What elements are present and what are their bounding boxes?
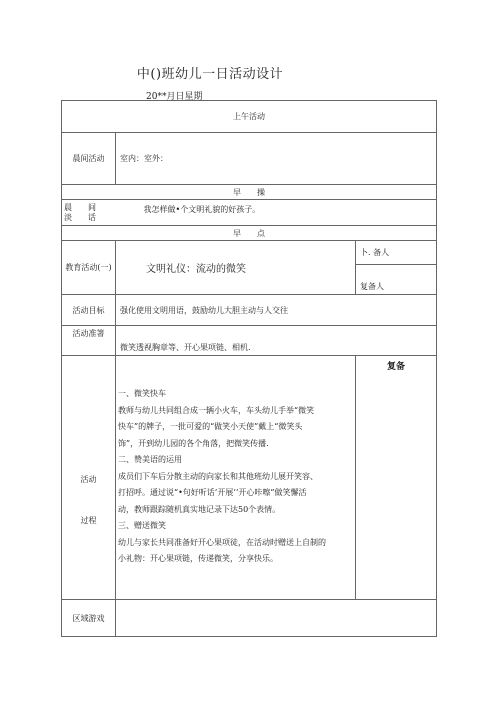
row-breakfast (62, 226, 437, 241)
review-person-label: 复备人 (356, 265, 437, 295)
row-goal (62, 295, 437, 326)
goal-content: 强化使用文明用语，鼓励幼儿大胆主动与人交往 (116, 295, 437, 326)
morning-activity-content: 室内：室外： (116, 133, 437, 185)
process-line: 幼儿与家长共同准备好开心果项徒，在活动时赠送上自制的 (118, 537, 326, 547)
process-line: 三、赠送微笑 (118, 521, 166, 530)
prep-label: 活动准箸 (62, 326, 116, 356)
review-heading: 复备 (356, 356, 437, 600)
row-education-prep (62, 241, 437, 265)
process-line: 快车”的牌子，一批可爱的“做笑小天使”戴上“微笑头 (118, 422, 303, 431)
process-line: 饰”，开到幼儿园的各个角落，把微笑传播. (118, 438, 269, 448)
process-content (116, 356, 356, 600)
breakfast-title: 早 点 (62, 226, 437, 241)
row-morning-activity (62, 133, 437, 185)
morning-activity-label: 晨间活动 (62, 133, 116, 185)
process-line: 动，教师跟踪随机真实地记录下达50个表情。 (118, 504, 281, 514)
row-morning-talk (62, 200, 437, 226)
morning-talk-content: 我怎样做•个文明礼貌的好孩子。 (116, 200, 437, 226)
education-topic: 文明礼仪：流动的微笑 (116, 241, 356, 295)
row-process (62, 356, 437, 600)
page-title: 中()班幼儿一日活动设计 (136, 67, 284, 82)
prep-person-label: 卜. 备人 (356, 241, 437, 265)
area-game-label: 区域游戏 (62, 600, 116, 637)
morning-talk-label-line1: 晨 间 (64, 202, 96, 212)
row-prep (62, 326, 437, 356)
area-game-content (116, 600, 437, 637)
process-line: 一、微笑快车 (118, 389, 166, 398)
education-label: 教育活动(一) (62, 241, 116, 295)
date-line: 20**月日星期 (146, 92, 203, 102)
morning-title: 上午活动 (62, 101, 437, 133)
process-line: 教师与幼儿共同组合成一辆小火车，车头幼儿手举“微笑 (118, 405, 315, 415)
morning-talk-label-line2: 淡 话 (64, 212, 96, 222)
process-line: 打招呼。通过说“•句好听话’开展’’开心咔嚓”做笑懈活 (118, 488, 307, 497)
exercise-title: 早 操 (62, 185, 437, 200)
activity-plan-table (61, 100, 437, 637)
morning-talk-label (62, 200, 116, 226)
process-line: 二、赞美语的运用 (118, 455, 182, 464)
prep-content: 微笑透视胸章等、开心果项链、相机. (116, 326, 437, 356)
process-label-bottom: 过程 (80, 515, 97, 525)
process-label (62, 356, 116, 600)
row-exercise (62, 185, 437, 200)
goal-label: 活动目标 (62, 295, 116, 326)
row-morning-title (62, 101, 437, 133)
row-area-game (62, 600, 437, 637)
process-line: 成员们下车后分散主动的向家长和其他班幼儿展开笑容、 (118, 471, 318, 481)
process-line: 小礼物：开心果项链，传递微笑，分享快乐。 (118, 554, 278, 563)
process-label-top: 活动 (80, 474, 97, 484)
